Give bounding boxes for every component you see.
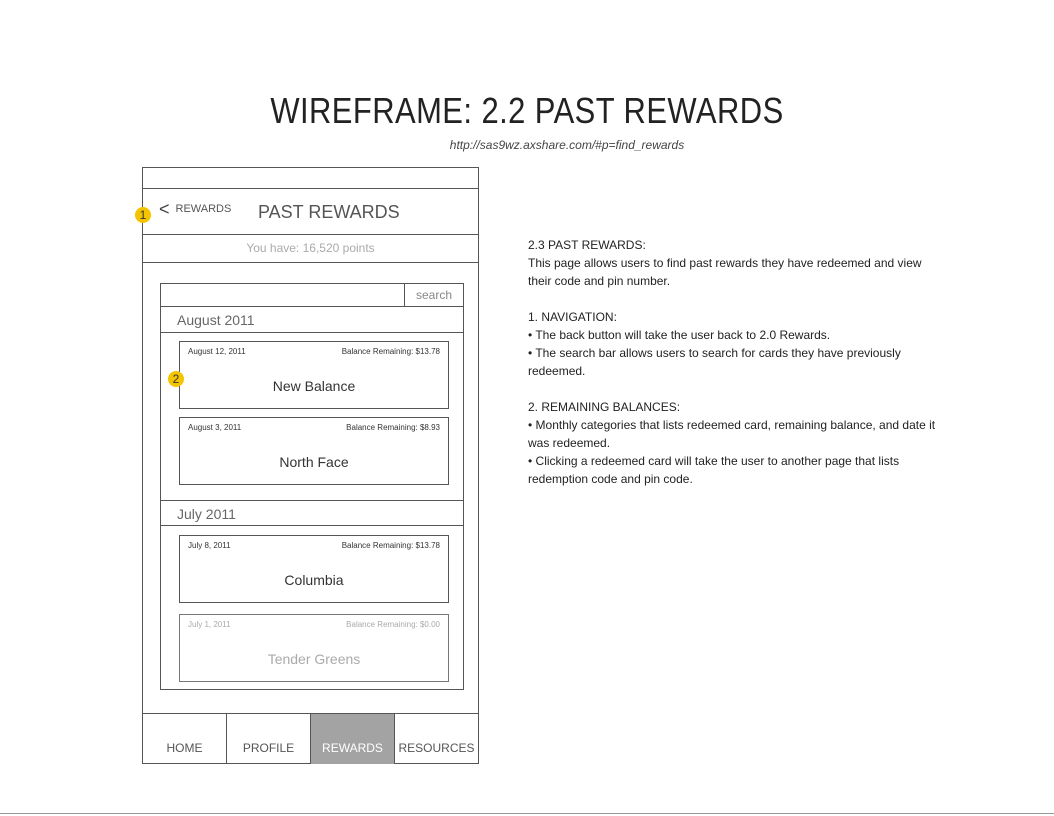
- tab-rewards[interactable]: REWARDS: [311, 714, 395, 764]
- notes-heading: 2.3 PAST REWARDS:: [528, 238, 646, 252]
- rewards-list: [160, 283, 464, 690]
- notes-heading: 2. REMAINING BALANCES:: [528, 400, 681, 414]
- tab-home[interactable]: HOME: [143, 714, 227, 764]
- notes-text: redeemed.: [528, 364, 586, 378]
- annotation-notes: [528, 236, 998, 488]
- notes-text: • Clicking a redeemed card will take the user to another page that lists: [528, 454, 900, 468]
- card-balance: Balance Remaining: $0.00: [346, 620, 440, 629]
- reward-card[interactable]: [179, 535, 449, 603]
- page-url: http://sas9wz.axshare.com/#p=find_rewards: [449, 138, 685, 152]
- card-name: Tender Greens: [267, 651, 361, 667]
- card-balance: Balance Remaining: $13.78: [341, 347, 440, 356]
- notes-text: • The search bar allows users to search for cards they have previously: [528, 346, 901, 360]
- tab-profile[interactable]: PROFILE: [227, 714, 311, 764]
- card-balance: Balance Remaining: $13.78: [341, 541, 440, 550]
- annotation-marker-1: 1: [135, 207, 151, 223]
- page-title: WIREFRAME: 2.2 PAST REWARDS: [270, 90, 784, 131]
- card-name: New Balance: [272, 378, 356, 394]
- month-header: August 2011: [161, 307, 463, 333]
- notes-text: was redeemed.: [528, 436, 611, 450]
- reward-card[interactable]: [179, 341, 449, 409]
- notes-text: their code and pin number.: [528, 274, 671, 288]
- notes-text: This page allows users to find past rewards they have redeemed and view: [528, 256, 922, 270]
- chevron-left-icon: <: [159, 199, 170, 219]
- tab-resources[interactable]: RESOURCES: [398, 741, 475, 755]
- notes-text: • The back button will take the user back to 2.0 Rewards.: [528, 328, 831, 342]
- card-name: North Face: [279, 454, 349, 470]
- card-date: July 8, 2011: [188, 541, 231, 550]
- reward-card[interactable]: [179, 614, 449, 682]
- month-header: July 2011: [161, 500, 463, 526]
- card-balance: Balance Remaining: $8.93: [346, 423, 440, 432]
- header: [143, 188, 478, 235]
- tab-bar: [143, 713, 478, 764]
- card-date: August 12, 2011: [188, 347, 246, 356]
- search-button[interactable]: search: [404, 284, 463, 306]
- notes-text: • Monthly categories that lists redeemed card, remaining balance, and date it: [528, 418, 936, 432]
- annotation-marker-2: 2: [168, 371, 184, 387]
- card-name: Columbia: [284, 572, 344, 588]
- notes-text: redemption code and pin code.: [528, 472, 693, 486]
- back-button[interactable]: [159, 199, 232, 219]
- card-date: July 1, 2011: [188, 620, 231, 629]
- notes-heading: 1. NAVIGATION:: [528, 310, 617, 324]
- divider: [0, 813, 1054, 814]
- card-date: August 3, 2011: [188, 423, 242, 432]
- screen-title: PAST REWARDS: [258, 202, 400, 222]
- status-bar: [143, 168, 478, 189]
- back-label: REWARDS: [175, 203, 232, 215]
- phone-frame: [142, 167, 479, 764]
- reward-card[interactable]: [179, 417, 449, 485]
- points-balance: You have: 16,520 points: [143, 234, 478, 263]
- search-input[interactable]: [161, 284, 463, 307]
